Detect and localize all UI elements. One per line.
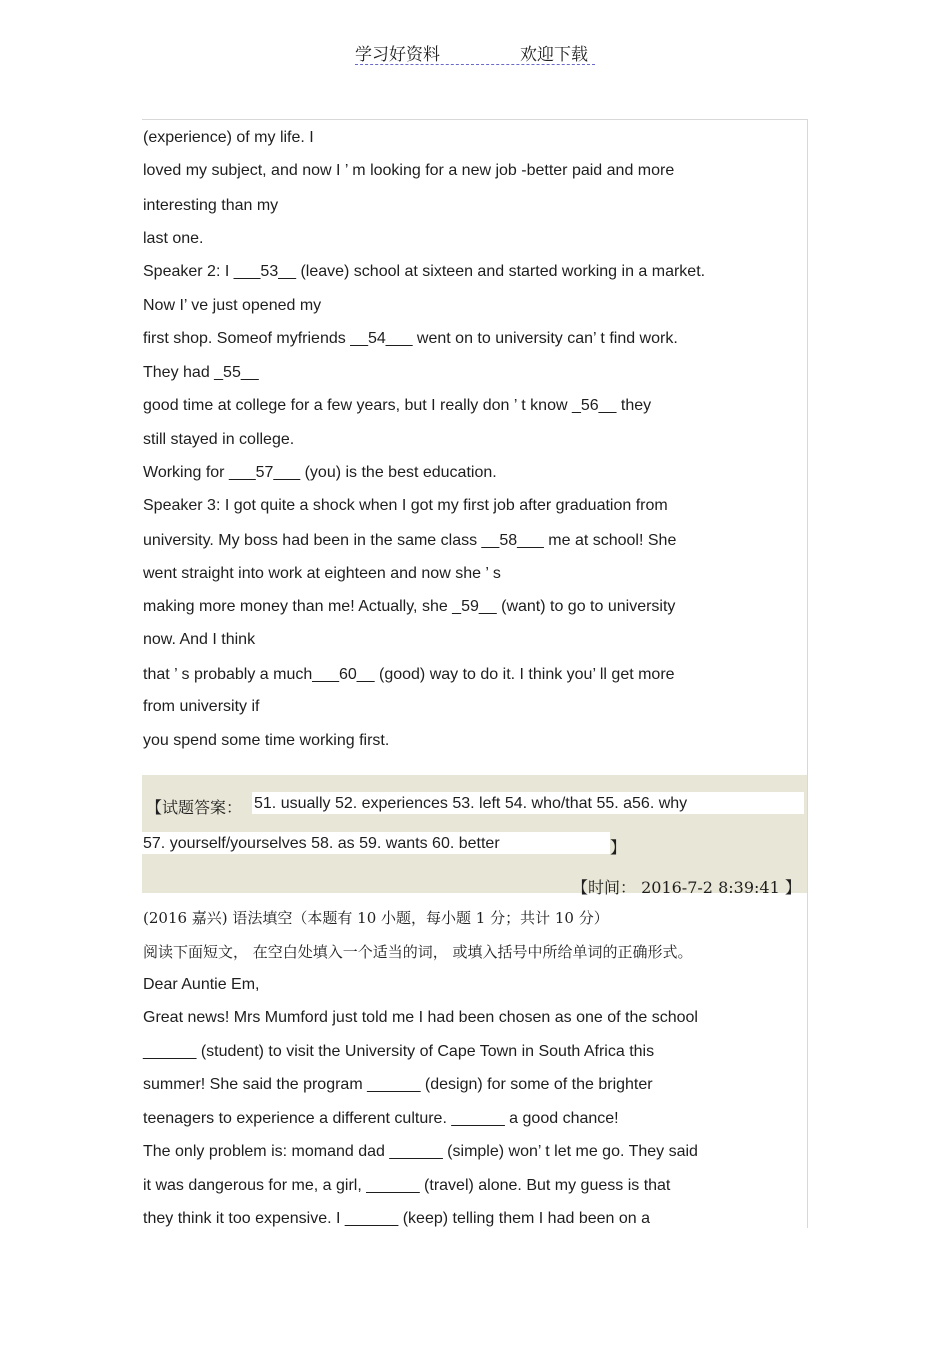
header-right-text: 欢迎下载 [520,45,588,65]
passage-line: last one. [143,230,204,247]
question-instruction: 阅读下面短文， 在空白处填入一个适当的词， 或填入括号中所给单词的正确形式。 [143,943,693,961]
passage-line: teenagers to experience a different culture. ______ a good chance! [143,1110,619,1127]
passage-line: loved my subject, and now I ’ m looking for a new job -better paid and more [143,162,675,179]
answer-close-bracket: 】 [610,838,627,857]
passage-line: they think it too expensive. I ______ (keep) telling them I had been on a [143,1210,650,1227]
passage-line: it was dangerous for me, a girl, ______ (travel) alone. But my guess is that [143,1177,671,1194]
passage-line: Great news! Mrs Mumford just told me I had been chosen as one of the school [143,1009,698,1026]
passage-line: The only problem is: momand dad ______ (simple) won’ t let me go. They said [143,1143,698,1160]
answer-line-1: 51. usually 52. experiences 53. left 54. who/that 55. a56. why [254,795,688,812]
passage-line: summer! She said the program ______ (design) for some of the brighter [143,1076,653,1093]
passage-line: still stayed in college. [143,431,295,448]
passage-line: now. And I think [143,631,256,648]
question-heading: (2016 嘉兴) 语法填空（本题有 10 小题，每小题 1 分；共计 10 分） [143,909,609,927]
header-left-text: 学习好资料 [355,45,440,65]
passage-line: They had _55__ [143,364,259,381]
passage-line: you spend some time working first. [143,732,390,749]
passage-line: that ’ s probably a much___60__ (good) way to do it. I think you’ ll get more [143,666,675,683]
passage-line: (experience) of my life. I [143,129,314,146]
page-header [355,40,595,65]
passage-line: good time at college for a few years, but I really don ’ t know _56__ they [143,397,652,414]
passage-line: from university if [143,698,260,715]
answer-line-2: 57. yourself/yourselves 58. as 59. wants 60. better [143,835,500,852]
passage-line: Speaker 2: I ___53__ (leave) school at sixteen and started working in a market. [143,263,706,280]
passage-line: Dear Auntie Em, [143,976,260,993]
passage-line: first shop. Someof myfriends __54___ went on to university can’ t find work. [143,330,678,347]
passage-line: university. My boss had been in the same class __58___ me at school! She [143,532,677,549]
answer-label: 【试题答案： [146,798,243,817]
passage-line: Speaker 3: I got quite a shock when I got my first job after graduation from [143,497,668,514]
answer-timestamp: 【时间： 2016-7-2 8:39:41 】 [572,878,801,897]
passage-line: making more money than me! Actually, she _59__ (want) to go to university [143,598,676,615]
passage-line: Working for ___57___ (you) is the best education. [143,464,497,481]
answer-box [142,775,807,897]
passage-line: went straight into work at eighteen and now she ’ s [143,565,501,582]
passage-line: Now I’ ve just opened my [143,297,322,314]
passage-line: ______ (student) to visit the University of Cape Town in South Africa this [143,1043,655,1060]
passage-line: interesting than my [143,197,279,214]
